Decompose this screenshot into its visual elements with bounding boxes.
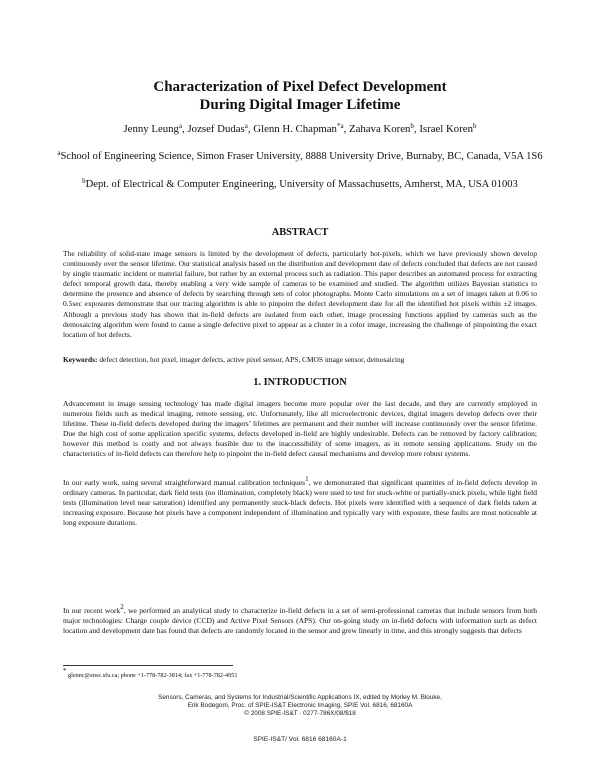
section-heading-introduction: 1. INTRODUCTION xyxy=(253,377,347,388)
footnote-divider xyxy=(63,665,233,666)
author-name: Glenn H. Chapman xyxy=(253,123,337,135)
author-affiliation-mark: b xyxy=(473,122,477,130)
intro-paragraph-3 xyxy=(63,603,537,636)
affiliation-mark: a xyxy=(57,149,61,157)
abstract-heading: ABSTRACT xyxy=(271,227,329,238)
paragraph-text: , we performed an analytical study to characterize in-field defects in a set of semi-professional cameras that include sensors from both major technologies: Charge couple device (CCD) and Active Pixel Sensors (APS). Our on-going study on in-field defects with information such as defect location and development date has found that defects are randomly located in the sensor and grew linearly in time, and this strongly suggests that defects xyxy=(63,606,537,636)
affiliation-b xyxy=(55,178,545,192)
keywords-label: Keywords: xyxy=(63,355,98,364)
author-affiliation-mark: a xyxy=(244,122,248,130)
footnote-mark: * xyxy=(63,667,67,675)
footer-copyright: © 2008 SPIE-IS&T · 0277-786X/08/$18 xyxy=(244,710,356,717)
affiliation-a xyxy=(55,150,545,164)
footnote xyxy=(63,667,537,680)
paragraph-text: In our early work, using several straightforward manual calibration techniques xyxy=(63,478,306,487)
author-name: Jenny Leung xyxy=(123,123,179,135)
author-list: Jenny Leung$^a$, Jozsef Dudas$^a$, Glenn H. Chapman$^{*a}$, Zahava Koren$^b$, Israel Koren$^b$ xyxy=(123,122,477,135)
abstract-text: The reliability of solid-state image sensors is limited by the development of defects, particularly hot-pixels, which we have previously shown develop continuously over the sensor lifetime. Our statistical analysis based on the distribution and development date of defects concluded that defects are not caused by single traumatic incident or material failure, but rather by an external process such as radiation. This paper describes an automated process for extracting defect temporal growth data, thereby enabling a very wide sample of cameras to be examined and studied. The algorithm utilizes Bayesian statistics to determine the presence and absence of defects by searching through sets of color photographs. Monte Carlo simulations on a set of images taken at 0.06 to 0.5sec exposures demonstrate that our tracing algorithm is able to pinpoint the defect development date for all the identified hot pixels within ±2 images. Although a previous study has shown that in-field defects are isolated from each other, image processing functions applied by cameras such as the demosaicing algorithm were found to cause a single defective pixel to appear as a cluster in a color image, increasing the challenge of pinpointing the exact location of hot defects. xyxy=(63,249,537,339)
paper-title-line-1: Characterization of Pixel Defect Development xyxy=(153,79,447,95)
affiliation-mark: b xyxy=(82,177,86,185)
affiliation-text: Dept. of Electrical & Computer Engineering, University of Massachusetts, Amherst, MA, USA 01003 xyxy=(85,179,518,190)
author-affiliation-mark: b xyxy=(410,122,414,130)
citation-ref: 1 xyxy=(305,475,309,483)
author-affiliation-mark: *a xyxy=(336,122,344,130)
paper-title-line-2: During Digital Imager Lifetime xyxy=(199,97,401,113)
citation-ref: 2 xyxy=(120,603,124,611)
author-name: Jozsef Dudas xyxy=(187,123,245,135)
paragraph-text: , we demonstrated that significant quantities of in-field defects develop in ordinary cameras. In particular, dark field tests (no illumination, completely black) were used to test for stuck-white or partially-stuck pixels, while light field tests (illumination level near saturation) identified any permanently stuck-black defects. Hot pixels were identified with a sequence of dark fields taken at increasing exposure. Because hot pixels have a component independent of illumination and typically vary with exposure, these faults are most noticeable at long exposure durations. xyxy=(63,478,537,528)
intro-paragraph-2 xyxy=(63,475,537,528)
keywords-line xyxy=(63,355,537,365)
paragraph-text: In our recent work xyxy=(63,606,121,615)
footer-citation-line-2: Erik Bodegom, Proc. of SPIE-IS&T Electronic Imaging, SPIE Vol. 6816, 68160A xyxy=(187,702,413,709)
author-name: Zahava Koren xyxy=(348,123,411,135)
footer-page-id: SPIE-IS&T/ Vol. 6816 68160A-1 xyxy=(253,736,347,743)
footer-citation-line-1: Sensors, Cameras, and Systems for Industrial/Scientific Applications IX, edited by Morley M. Blouke, xyxy=(158,694,442,701)
intro-paragraph-1: Advancement in image sensing technology has made digital imagers become more popular over the last decade, and they are currently employed in numerous fields such as medical imaging, remote sensing, etc. Unfortunately, like all microelectronic devices, digital imagers develop defects over their lifetime. These in-field defects developed during the imagers’ lifetimes are permanent and their number will increase continuously over the sensor lifetime. Due the high cost of some application specific systems, defects developed in-field are highly undesirable. Defects can be removed by factory calibration; however this method is costly and not always feasible due to the inaccessibility of some imagers, as in remote sensing applications. Study on the characteristics of in-field defects can therefore help to pinpoint the in-field defect causal mechanisms and develop more robust systems. xyxy=(63,399,537,459)
author-affiliation-mark: a xyxy=(178,122,183,130)
affiliation-text: School of Engineering Science, Simon Fraser University, 8888 University Drive, Burnaby, BC, Canada, V5A 1S6 xyxy=(60,151,543,162)
keywords-text: defect detection, hot pixel, imager defects, active pixel sensor, APS, CMOS image sensor, demosaicing xyxy=(99,355,405,364)
footnote-text: glennc@ensc.sfu.ca; phone +1-778-782-3814; fax +1-778-782-4951 xyxy=(68,672,238,679)
author-name: Israel Koren xyxy=(419,123,473,135)
